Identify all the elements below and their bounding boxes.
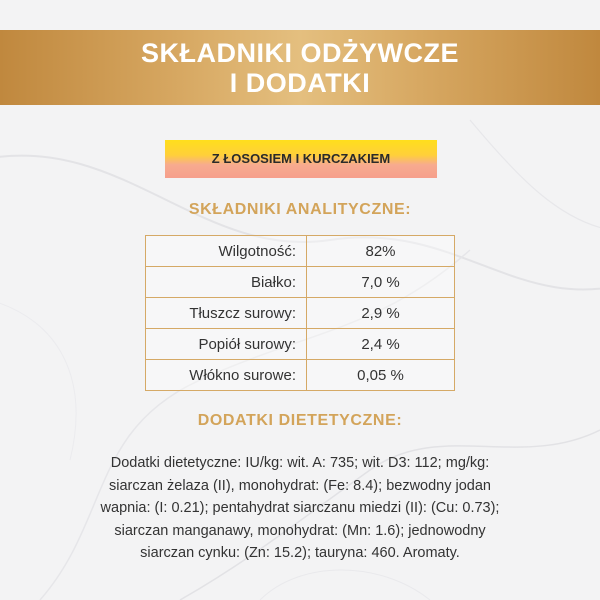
table-row xyxy=(146,329,455,360)
additives-line: siarczan żelaza (II), monohydrat: (Fe: 8.4); bezwodny jodan xyxy=(108,477,491,494)
additives-line: siarczan cynku: (Zn: 15.2); tauryna: 460. Aromaty. xyxy=(140,545,460,561)
table-row xyxy=(146,360,455,391)
page-title-banner xyxy=(0,30,600,105)
table-row xyxy=(146,298,455,329)
table-cell-label: Wilgotność: xyxy=(146,236,307,267)
table-cell-label: Włókno surowe: xyxy=(146,360,307,391)
table-cell-value: 2,9 % xyxy=(307,298,455,329)
additives-section-title: DODATKI DIETETYCZNE: xyxy=(197,412,403,429)
additives-text xyxy=(40,452,560,565)
table-row xyxy=(146,267,455,298)
additives-line: siarczan manganawy, monohydrat: (Mn: 1.6); jednowodny xyxy=(114,522,486,539)
table-cell-label: Tłuszcz surowy: xyxy=(146,298,307,329)
table-cell-label: Białko: xyxy=(146,267,307,298)
analytical-table-container xyxy=(145,235,455,385)
table-row xyxy=(146,236,455,267)
table-cell-value: 82% xyxy=(307,236,455,267)
analytical-table xyxy=(145,235,455,391)
table-cell-value: 7,0 % xyxy=(307,267,455,298)
page-title-line-1: SKŁADNIKI ODŻYWCZE xyxy=(141,38,459,68)
page-title-line-2: I DODATKI xyxy=(229,68,371,98)
table-cell-value: 0,05 % xyxy=(307,360,455,391)
table-cell-value: 2,4 % xyxy=(307,329,455,360)
table-cell-label: Popiół surowy: xyxy=(146,329,307,360)
additives-line: Dodatki dietetyczne: IU/kg: wit. A: 735; wit. D3: 112; mg/kg: xyxy=(110,455,490,471)
analytical-section-title: SKŁADNIKI ANALITYCZNE: xyxy=(188,201,412,218)
additives-line: wapnia: (I: 0.21); pentahydrat siarczanu miedzi (II): (Cu: 0.73); xyxy=(100,500,500,516)
flavor-badge: Z ŁOSOSIEM I KURCZAKIEM xyxy=(165,140,437,178)
